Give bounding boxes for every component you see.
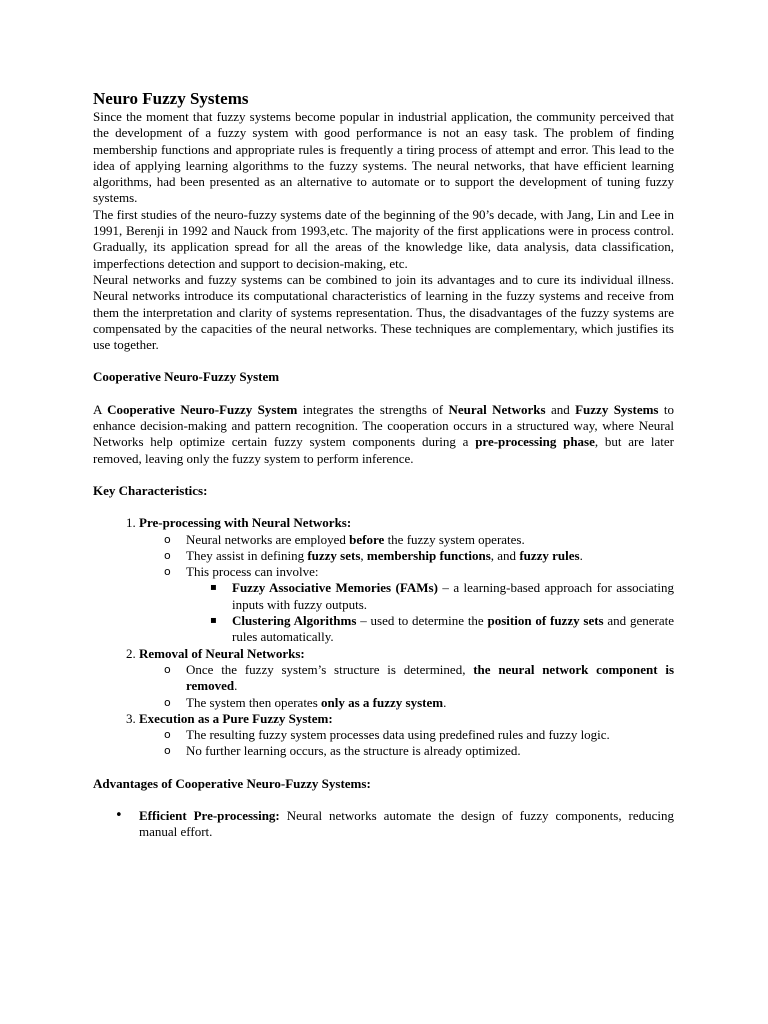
list-item-title: Removal of Neural Networks: bbox=[139, 645, 305, 661]
sub-sub-list-item bbox=[232, 580, 674, 613]
sub-list bbox=[139, 532, 674, 646]
bold-run: Fuzzy Systems bbox=[575, 401, 659, 417]
list-item bbox=[139, 711, 674, 760]
sub-list-item bbox=[186, 743, 674, 759]
sub-list-item bbox=[186, 564, 674, 645]
text-run: . bbox=[234, 678, 238, 694]
key-characteristics-list bbox=[93, 515, 674, 759]
text-run: The resulting fuzzy system processes data using predefined rules and fuzzy logic. bbox=[186, 727, 610, 743]
sub-sub-list-item bbox=[232, 613, 674, 646]
text-run: Neural networks are employed bbox=[186, 531, 350, 547]
text-run: , and bbox=[490, 547, 520, 563]
bold-run: membership functions bbox=[366, 547, 491, 563]
sub-list-item bbox=[186, 727, 674, 743]
bold-run: pre-processing phase bbox=[475, 434, 595, 450]
bold-run: position of fuzzy sets bbox=[487, 613, 604, 629]
text-run: – used to determine the bbox=[356, 613, 488, 629]
bold-run: Efficient Pre-processing: bbox=[139, 807, 280, 823]
text-run: The system then operates bbox=[186, 694, 322, 710]
bold-run: the neural network component is removed bbox=[186, 661, 675, 694]
list-item-title: Pre-processing with Neural Networks: bbox=[139, 515, 352, 531]
bold-run: only as a fuzzy system bbox=[321, 694, 444, 710]
text-run: Once the fuzzy system’s structure is determined, bbox=[186, 661, 474, 677]
bold-run: Neural Networks bbox=[448, 401, 546, 417]
section-heading-key-characteristics: Key Characteristics: bbox=[93, 482, 208, 498]
bold-run: Fuzzy Associative Memories (FAMs) bbox=[232, 580, 438, 596]
text-run: They assist in defining bbox=[186, 547, 308, 563]
text-run: . bbox=[579, 547, 583, 563]
text-run: Neural networks automate the design of fuzzy components, reducing manual effort. bbox=[139, 807, 674, 840]
sub-list-item bbox=[186, 548, 674, 564]
text-run: the fuzzy system operates. bbox=[384, 531, 525, 547]
section-heading-advantages: Advantages of Cooperative Neuro-Fuzzy Systems: bbox=[93, 775, 371, 791]
list-item-title: Execution as a Pure Fuzzy System: bbox=[139, 710, 333, 726]
text-run: No further learning occurs, as the structure is already optimized. bbox=[186, 743, 521, 759]
list-item bbox=[139, 808, 674, 841]
sub-list bbox=[139, 662, 674, 711]
intro-paragraph-1: Since the moment that fuzzy systems become popular in industrial application, the community perceived that the development of a fuzzy system with good performance is not an easy task. The problem of finding membership functions and appropriate rules is frequently a tiring process of attempt and error. This lead to the idea of applying learning algorithms to the fuzzy systems. The neural networks, that have efficient learning algorithms, had been presented as an alternative to automate or to support the development of tuning fuzzy systems. bbox=[93, 109, 674, 206]
sub-list-item bbox=[186, 662, 674, 695]
text-run: , bbox=[360, 547, 367, 563]
text-run: . bbox=[443, 694, 447, 710]
text-run: and bbox=[545, 401, 576, 417]
bold-run: fuzzy sets bbox=[307, 547, 361, 563]
cooperative-paragraph bbox=[93, 402, 674, 467]
section-heading-cooperative: Cooperative Neuro-Fuzzy System bbox=[93, 369, 280, 385]
text-run: This process can involve: bbox=[186, 564, 319, 580]
sub-sub-list bbox=[186, 580, 674, 645]
text-run: , but are later removed, leaving only the fuzzy system to perform inference. bbox=[93, 434, 674, 466]
text-run: and generate rules automatically. bbox=[232, 613, 674, 645]
intro-paragraph-2: The first studies of the neuro-fuzzy systems date of the beginning of the 90’s decade, with Jang, Lin and Lee in 1991, Berenji in 1992 and Nauck from 1993,etc. The majority of the first applications were in process control. Gradually, its application spread for all the areas of the knowledge like, data analysis, data classification, imperfections detection and support to decision-making, etc. bbox=[93, 206, 674, 271]
bold-run: before bbox=[349, 531, 385, 547]
sub-list-item bbox=[186, 695, 674, 711]
text-run: – a learning-based approach for associating inputs with fuzzy outputs. bbox=[232, 580, 674, 612]
advantages-list bbox=[93, 808, 674, 841]
list-item bbox=[139, 515, 674, 645]
intro-paragraph-3: Neural networks and fuzzy systems can be combined to join its advantages and to cure its individual illness. Neural networks introduce its computational characteristics of learning in the fuzzy systems and receive from them the interpretation and clarity of systems representation. Thus, the disadvantages of the fuzzy systems are compensated by the capacities of the neural networks. These techniques are complementary, which justifies its use together. bbox=[93, 271, 674, 353]
bold-run: fuzzy rules bbox=[519, 547, 580, 563]
text-run: integrates the strengths of bbox=[297, 401, 449, 417]
list-item bbox=[139, 646, 674, 711]
document-title: Neuro Fuzzy Systems bbox=[93, 89, 249, 108]
bold-run: Cooperative Neuro-Fuzzy System bbox=[107, 401, 298, 417]
sub-list-item bbox=[186, 532, 674, 548]
sub-list bbox=[139, 727, 674, 760]
bold-run: Clustering Algorithms bbox=[232, 613, 357, 629]
text-run: A bbox=[93, 401, 108, 417]
text-run: to enhance decision-making and pattern recognition. The cooperation occurs in a structured way, where Neural Networks help optimize certain fuzzy system components during a bbox=[93, 401, 674, 450]
